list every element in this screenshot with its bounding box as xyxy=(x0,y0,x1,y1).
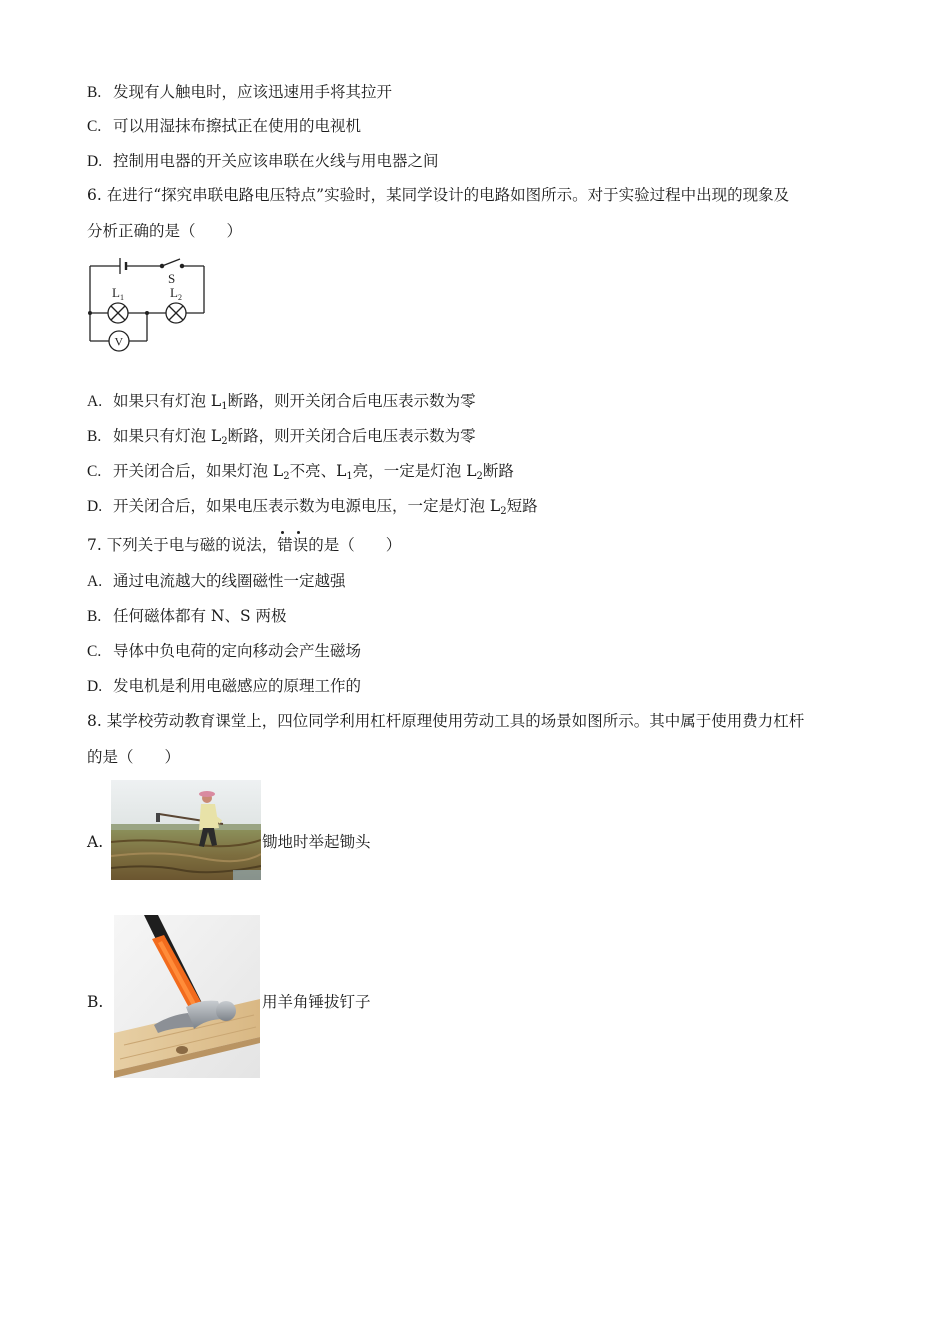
q6-option-a: A. 如果只有灯泡 $L_1$断路，则开关闭合后电压表示数为零 xyxy=(87,392,476,412)
q6-stem-line1: 6. 在进行“探究串联电路电压特点”实验时，某同学设计的电路如图所示。对于实验过程中出现的现象及 xyxy=(87,186,790,204)
option-letter: B. xyxy=(87,84,102,101)
option-letter: A. xyxy=(87,393,103,410)
option-letter: C. xyxy=(87,643,102,660)
q8-stem-line1: 8. 某学校劳动教育课堂上，四位同学利用杠杆原理使用劳动工具的场景如图所示。其中属于使用费力杠杆 xyxy=(87,712,805,730)
circuit-diagram xyxy=(84,252,210,356)
hoeing-photo xyxy=(111,780,261,880)
option-letter: C. xyxy=(87,463,102,480)
option-text: 控制用电器的开关应该串联在火线与用电器之间 xyxy=(113,152,439,170)
q6-option-d: D. 开关闭合后，如果电压表示数为电源电压，一定是灯泡 $L_2$短路 xyxy=(87,497,538,517)
q8-option-a-letter: A. xyxy=(87,833,104,851)
emphasized-word: 错误 xyxy=(277,536,309,554)
q7-stem: 7. 下列关于电与磁的说法，错误的是（ ） xyxy=(87,536,402,554)
option-text: 任何磁体都有 N、S 两极 xyxy=(113,607,287,625)
q5-option-c xyxy=(87,115,361,138)
option-letter: D. xyxy=(87,678,103,695)
q8-option-b-text: 用羊角锤拔钉子 xyxy=(262,993,371,1011)
q8-option-b-letter: B. xyxy=(87,993,104,1011)
option-text: 发现有人触电时，应该迅速用手将其拉开 xyxy=(113,83,393,101)
q8-stem-line2: 的是（ ） xyxy=(87,748,181,766)
svg-text:1: 1 xyxy=(120,293,124,302)
claw-hammer-photo xyxy=(114,915,260,1078)
q7-option-b xyxy=(87,605,287,628)
lamp1-label: L xyxy=(112,285,120,300)
option-text: 导体中负电荷的定向移动会产生磁场 xyxy=(113,642,362,660)
q7-option-d xyxy=(87,675,361,698)
option-text: 可以用湿抹布擦拭正在使用的电视机 xyxy=(113,117,362,135)
q7-option-a xyxy=(87,570,346,593)
option-letter: A. xyxy=(87,573,103,590)
q6-option-b: B. 如果只有灯泡 $L_2$断路，则开关闭合后电压表示数为零 xyxy=(87,427,476,447)
svg-text:2: 2 xyxy=(178,293,182,302)
q5-option-b xyxy=(87,81,392,104)
q7-option-c xyxy=(87,640,361,663)
option-text: 通过电流越大的线圈磁性一定越强 xyxy=(113,572,346,590)
option-text: 发电机是利用电磁感应的原理工作的 xyxy=(113,677,362,695)
q6-option-c: C. 开关闭合后，如果灯泡 $L_2$不亮、$L_1$亮，一定是灯泡 $L_2$断路 xyxy=(87,462,514,482)
q5-option-d xyxy=(87,150,439,173)
option-letter: B. xyxy=(87,428,102,445)
lamp2-label: L xyxy=(170,285,178,300)
option-letter: C. xyxy=(87,118,102,135)
option-letter: D. xyxy=(87,153,103,170)
option-letter: D. xyxy=(87,498,103,515)
voltmeter-label: V xyxy=(114,334,124,349)
q8-option-a-text: 锄地时举起锄头 xyxy=(262,833,371,851)
option-letter: B. xyxy=(87,608,102,625)
q6-stem-line2: 分析正确的是（ ） xyxy=(87,222,243,240)
switch-label: S xyxy=(168,271,176,286)
switch-blade xyxy=(162,259,180,266)
